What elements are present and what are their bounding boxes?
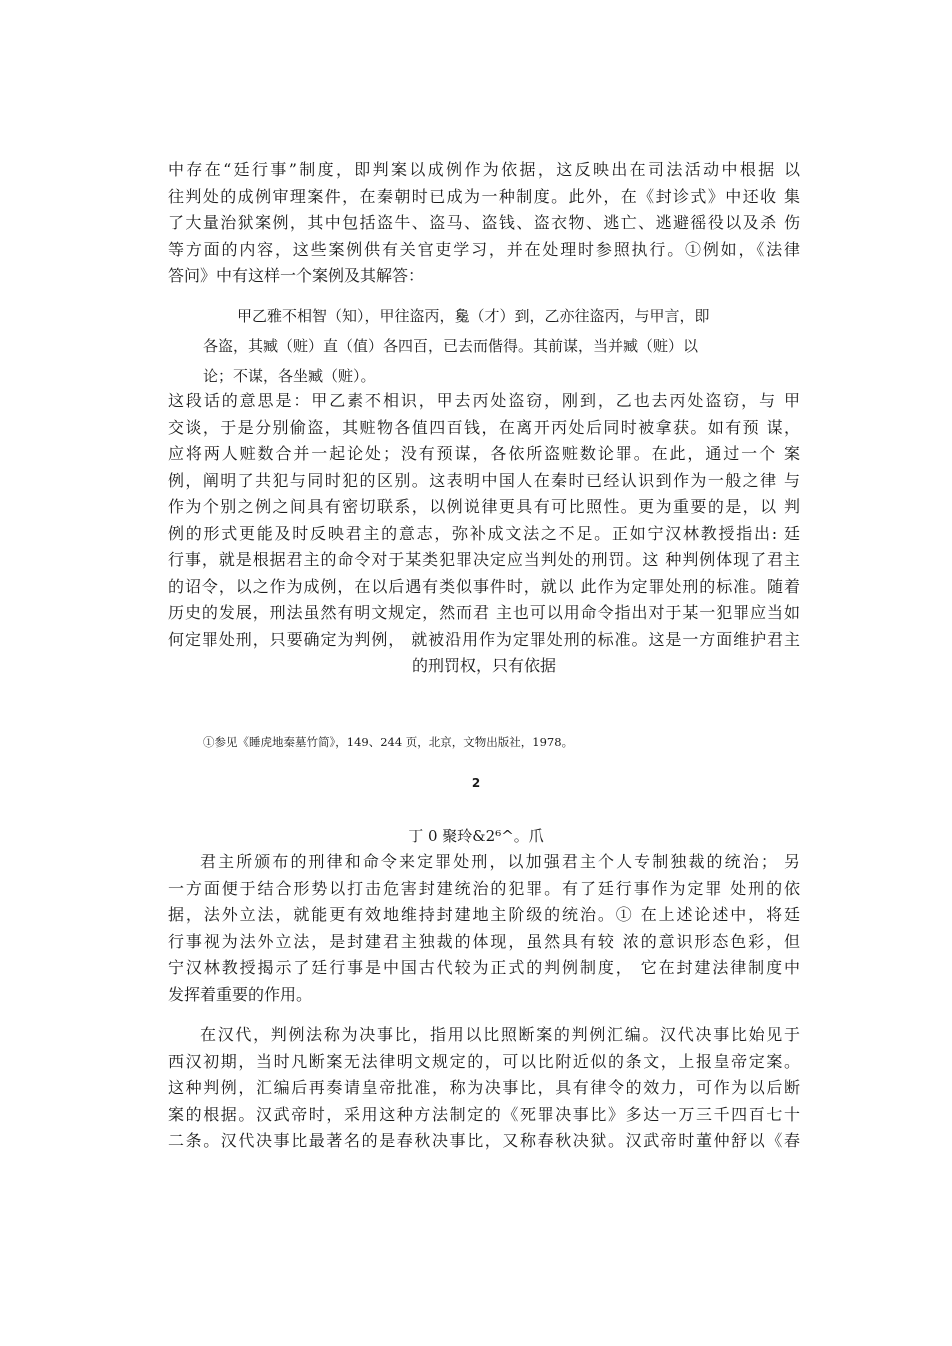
text-line: 历史的发展，刑法虽然有明文规定，然而君 主也可以用命令指出对于某一犯罪应当如	[168, 603, 800, 622]
text-line: 例，阐明了共犯与同时犯的区别。这表明中国人在秦时已经认识到作为一般之律 与	[168, 470, 800, 490]
text-line: 例的形式更能及时反映君主的意志，弥补成文法之不足。正如宁汉林教授指出: 廷	[168, 523, 800, 543]
text-line: 发挥着重要的作用。	[168, 984, 313, 1004]
text-line: 这种判例，汇编后再奏请皇帝批准，称为决事比，具有律令的效力，可作为以后断	[168, 1078, 800, 1097]
paragraph-ruler-decrees	[168, 849, 800, 1008]
quoted-case-text	[203, 301, 763, 391]
text-line: 作为个别之例之间具有密切联系，以例说律更具有可比照性。更为重要的是，以 判	[168, 497, 800, 516]
text-line: 这段话的意思是：甲乙素不相识，甲去丙处盗窃，刚到，乙也去丙处盗窃，与 甲	[168, 391, 800, 410]
text-line: 君主所颁布的刑律和命令来定罪处刑，以加强君主个人专制独裁的统治； 另	[200, 852, 800, 871]
text-line: 往判处的成例审理案件，在秦朝时已成为一种制度。此外，在《封诊式》中还收 集	[168, 186, 800, 206]
text-line: 了大量治狱案例，其中包括盗牛、盗马、盗钱、盗衣物、逃亡、逃避徭役以及杀 伤	[168, 213, 800, 232]
text-line: 交谈，于是分别偷盗，其赃物各值四百钱，在离开丙处后同时被拿获。如有预 谋，	[168, 417, 800, 437]
text-line: 的刑罚权，只有依据	[411, 656, 556, 675]
text-line: 据，法外立法，就能更有效地维持封建地主阶级的统治。① 在上述论述中，将廷	[168, 905, 800, 924]
page-header: 丁 0 聚玲&2⁶^。爪	[408, 827, 544, 845]
text-line: 一方面便于结合形势以打击危害封建统治的犯罪。有了廷行事作为定罪 处刑的依	[168, 878, 800, 898]
text-line: 行事，就是根据君主的命令对于某类犯罪决定应当判处的刑罚。这 种判例体现了君主	[168, 550, 800, 569]
text-line: 西汉初期，当时凡断案无法律明文规定的，可以比附近似的条文，上报皇帝定案。	[168, 1051, 800, 1071]
quote-line: 甲乙雅不相智（知），甲往盗丙，毚（才）到，乙亦往盗丙，与甲言，即	[237, 307, 710, 325]
text-line: 等方面的内容，这些案例供有关官吏学习，并在处理时参照执行。①例如，《法律	[168, 239, 800, 259]
text-line: 的诏令，以之作为成例，在以后遇有类似事件时，就以 此作为定罪处刑的标准。随着	[168, 576, 800, 596]
quote-line: 各盗，其臧（赃）直（值）各四百，已去而偕得。其前谋，当并臧（赃）以	[203, 337, 699, 355]
page-number: 2	[471, 776, 481, 790]
text-line: 案的根据。汉武帝时，采用这种方法制定的《死罪决事比》多达一万三千四百七十	[168, 1104, 800, 1124]
text-line: 行事视为法外立法，是封建君主独裁的体现，虽然具有较 浓的意识形态色彩，但	[168, 931, 800, 951]
text-line: 应将两人赃数合并一起论处；没有预谋，各依所盗赃数论罪。在此，通过一个 案	[168, 444, 800, 463]
text-line: 二条。汉代决事比最著名的是春秋决事比，又称春秋决狱。汉武帝时董仲舒以《春	[168, 1131, 800, 1150]
text-line: 中存在“廷行事”制度，即判案以成例作为依据，这反映出在司法活动中根据 以	[168, 160, 800, 179]
paragraph-explanation	[168, 388, 800, 680]
quote-line: 论；不谋，各坐臧（赃）。	[203, 367, 376, 385]
paragraph-ting-xing-shi	[168, 157, 800, 290]
text-line: 何定罪处刑，只要确定为判例， 就被沿用作为定罪处刑的标准。这是一方面维护君主	[168, 629, 800, 649]
text-line: 在汉代，判例法称为决事比，指用以比照断案的判例汇编。汉代决事比始见于	[200, 1025, 800, 1044]
footnote: ①参见《睡虎地秦墓竹简》，149、244 页，北京，文物出版社，1978。	[203, 735, 574, 749]
text-line: 答问》中有这样一个案例及其解答：	[168, 266, 425, 285]
paragraph-han-jue-shi-bi	[168, 1022, 800, 1155]
text-line: 宁汉林教授揭示了廷行事是中国古代较为正式的判例制度， 它在封建法律制度中	[168, 958, 800, 977]
